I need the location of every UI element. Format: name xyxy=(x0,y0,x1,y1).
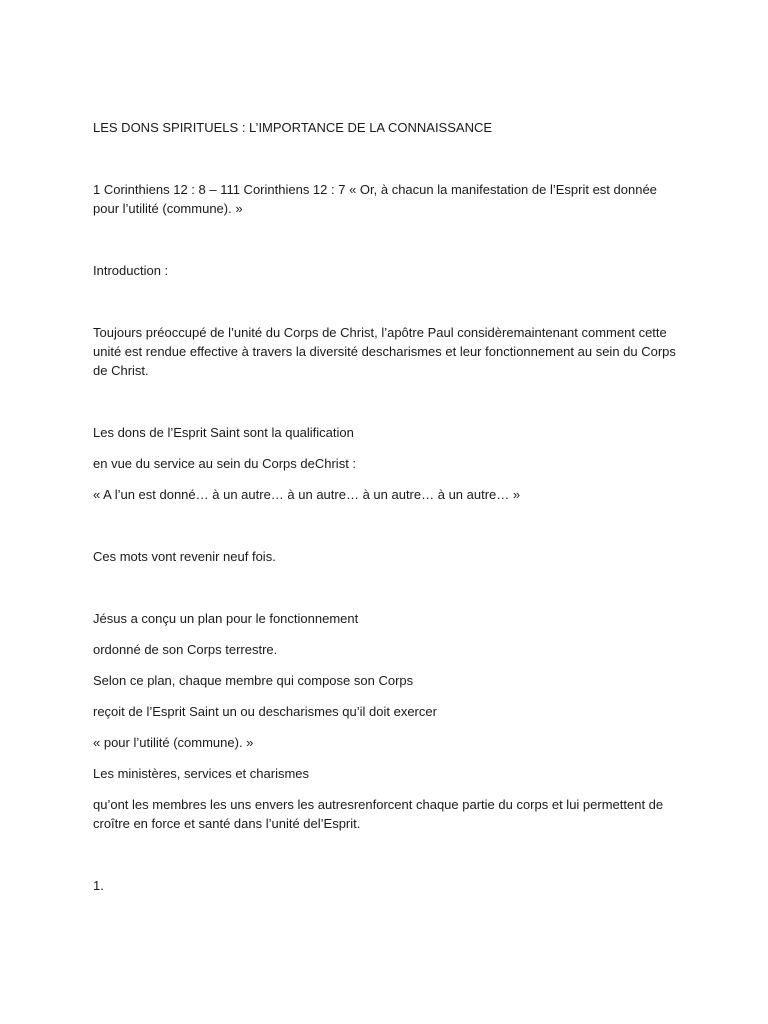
document-title: LES DONS SPIRITUELS : L’IMPORTANCE DE LA CONNAISSANCE xyxy=(93,120,493,135)
line-plan-utility: « pour l’utilité (commune). » xyxy=(93,735,254,750)
scripture-reference: 1 Corinthiens 12 : 8 – 111 Corinthiens 12 : 7 « Or, à chacun la manifestation de l’Esprit est donnée pour l’utilité (commune). » xyxy=(93,182,657,216)
line-plan-member: Selon ce plan, chaque membre qui compose son Corps xyxy=(93,673,414,688)
line-gifts-service: en vue du service au sein du Corps deChrist : xyxy=(93,456,357,471)
line-gifts-quote: « A l’un est donné… à un autre… à un autre… à un autre… à un autre… » xyxy=(93,487,521,502)
line-plan-design: Jésus a conçu un plan pour le fonctionnement xyxy=(93,611,359,626)
paragraph-unity: Toujours préoccupé de l’unité du Corps de Christ, l’apôtre Paul considèremaintenant comment cette unité est rendue effective à travers la diversité descharismes et leur fonctionnement au sein du Corps de Christ. xyxy=(93,325,676,378)
line-plan-ministries: Les ministères, services et charismes xyxy=(93,766,310,781)
line-nine-times: Ces mots vont revenir neuf fois. xyxy=(93,549,276,564)
line-plan-receives: reçoit de l’Esprit Saint un ou descharismes qu’il doit exercer xyxy=(93,704,437,719)
introduction-heading: Introduction : xyxy=(93,263,169,278)
document-body xyxy=(93,118,683,895)
line-gifts-qualification: Les dons de l’Esprit Saint sont la qualification xyxy=(93,425,354,440)
line-plan-body: ordonné de son Corps terrestre. xyxy=(93,642,278,657)
line-plan-strengthen: qu’ont les membres les uns envers les autresrenforcent chaque partie du corps et lui permettent de croître en force et santé dans l’unité del’Esprit. xyxy=(93,797,664,831)
list-number: 1. xyxy=(93,878,104,893)
